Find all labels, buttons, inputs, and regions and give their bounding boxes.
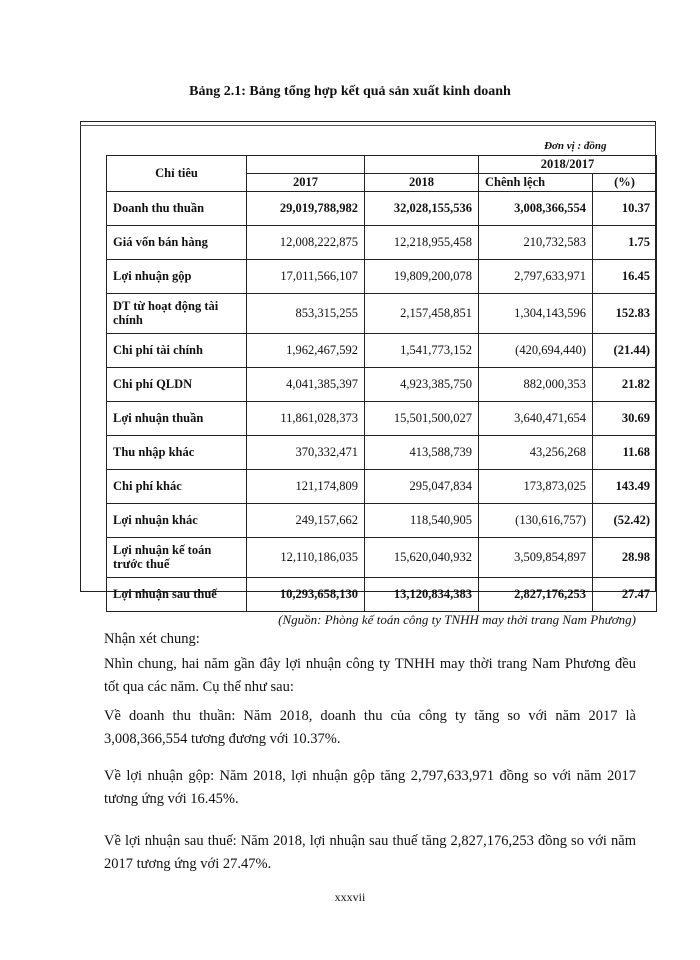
unit-row: [107, 137, 657, 155]
value-difference: 173,873,025: [479, 469, 593, 503]
value-difference: 3,640,471,654: [479, 401, 593, 435]
value-percent: 152.83: [593, 293, 657, 333]
value-percent: 30.69: [593, 401, 657, 435]
value-2018: 1,541,773,152: [365, 333, 479, 367]
value-difference: 210,732,583: [479, 225, 593, 259]
value-percent: 16.45: [593, 259, 657, 293]
value-difference: 43,256,268: [479, 435, 593, 469]
row-label: Chi phí khác: [107, 469, 247, 503]
value-2018: 19,809,200,078: [365, 259, 479, 293]
paragraph-net-profit: Về lợi nhuận sau thuế: Năm 2018, lợi nhuận sau thuế tăng 2,827,176,253 đồng so với năm 2017 tương ứng với 27.47%.: [104, 833, 636, 872]
value-2017: 29,019,788,982: [247, 191, 365, 225]
frame-divider: [80, 125, 656, 126]
value-percent: 11.68: [593, 435, 657, 469]
value-percent: (21.44): [593, 333, 657, 367]
value-difference: (130,616,757): [479, 503, 593, 537]
value-2017: 249,157,662: [247, 503, 365, 537]
table-row: [107, 577, 657, 611]
value-percent: (52.42): [593, 503, 657, 537]
value-2017: 10,293,658,130: [247, 577, 365, 611]
value-percent: 1.75: [593, 225, 657, 259]
row-label: DT từ hoạt động tài chính: [107, 293, 247, 333]
value-2017: 1,962,467,592: [247, 333, 365, 367]
value-percent: 10.37: [593, 191, 657, 225]
header-difference: Chênh lệch: [479, 173, 593, 191]
value-2017: 370,332,471: [247, 435, 365, 469]
value-difference: 2,797,633,971: [479, 259, 593, 293]
header-year-2018: 2018: [365, 173, 479, 191]
value-2017: 853,315,255: [247, 293, 365, 333]
value-difference: 3,008,366,554: [479, 191, 593, 225]
header-blank-2017: [247, 155, 365, 173]
header-year-2017: 2017: [247, 173, 365, 191]
page-number: xxxvii: [334, 890, 366, 904]
value-2017: 11,861,028,373: [247, 401, 365, 435]
header-indicator: Chỉ tiêu: [107, 155, 247, 191]
paragraph-overview: Nhìn chung, hai năm gần đây lợi nhuận công ty TNHH may thời trang Nam Phương đều tốt qua các năm. Cụ thể như sau:: [104, 656, 636, 695]
unit-label: Đơn vị : đồng: [107, 137, 657, 155]
header-percent: (%): [593, 173, 657, 191]
value-2018: 118,540,905: [365, 503, 479, 537]
paragraph-net-revenue: Về doanh thu thuần: Năm 2018, doanh thu của công ty tăng so với năm 2017 là 3,008,366,554 tương đương với 10.37%.: [104, 708, 636, 747]
value-2018: 2,157,458,851: [365, 293, 479, 333]
comment-heading: Nhận xét chung:: [104, 631, 200, 647]
value-2018: 295,047,834: [365, 469, 479, 503]
value-difference: 2,827,176,253: [479, 577, 593, 611]
row-label: Lợi nhuận gộp: [107, 259, 247, 293]
value-percent: 143.49: [593, 469, 657, 503]
row-label: Thu nhập khác: [107, 435, 247, 469]
value-2017: 12,008,222,875: [247, 225, 365, 259]
table-row: [107, 503, 657, 537]
table-row: [107, 333, 657, 367]
header-blank-2018: [365, 155, 479, 173]
row-label: Chi phí tài chính: [107, 333, 247, 367]
value-difference: (420,694,440): [479, 333, 593, 367]
value-percent: 21.82: [593, 367, 657, 401]
value-2017: 121,174,809: [247, 469, 365, 503]
row-label: Doanh thu thuần: [107, 191, 247, 225]
table-row: [107, 293, 657, 333]
row-label: Chi phí QLDN: [107, 367, 247, 401]
row-label: Lợi nhuận kế toán trước thuế: [107, 537, 247, 577]
header-group-2018-2017: 2018/2017: [479, 155, 657, 173]
value-2018: 413,588,739: [365, 435, 479, 469]
value-percent: 27.47: [593, 577, 657, 611]
row-label: Giá vốn bán hàng: [107, 225, 247, 259]
value-percent: 28.98: [593, 537, 657, 577]
value-difference: 1,304,143,596: [479, 293, 593, 333]
row-label: Lợi nhuận khác: [107, 503, 247, 537]
value-2018: 32,028,155,536: [365, 191, 479, 225]
value-2018: 15,620,040,932: [365, 537, 479, 577]
row-label: Lợi nhuận thuần: [107, 401, 247, 435]
table-row: [107, 259, 657, 293]
table-row: [107, 225, 657, 259]
table-row: [107, 469, 657, 503]
value-difference: 882,000,353: [479, 367, 593, 401]
header-row-1: [107, 155, 657, 173]
financial-results-table: [106, 137, 657, 612]
source-note: (Nguồn: Phòng kế toán công ty TNHH may thời trang Nam Phương): [278, 612, 636, 627]
table-row: [107, 537, 657, 577]
value-2018: 4,923,385,750: [365, 367, 479, 401]
value-2018: 12,218,955,458: [365, 225, 479, 259]
row-label: Lợi nhuận sau thuế: [107, 577, 247, 611]
table-title: Bảng 2.1: Bảng tổng hợp kết quả sản xuất kinh doanh: [189, 84, 511, 99]
paragraph-gross-profit: Về lợi nhuận gộp: Năm 2018, lợi nhuận gộp tăng 2,797,633,971 đồng so với năm 2017 tương ứng với 16.45%.: [104, 768, 636, 807]
value-2017: 17,011,566,107: [247, 259, 365, 293]
table-row: [107, 367, 657, 401]
table-row: [107, 191, 657, 225]
value-difference: 3,509,854,897: [479, 537, 593, 577]
value-2018: 13,120,834,383: [365, 577, 479, 611]
value-2017: 4,041,385,397: [247, 367, 365, 401]
table-row: [107, 401, 657, 435]
value-2017: 12,110,186,035: [247, 537, 365, 577]
table-row: [107, 435, 657, 469]
value-2018: 15,501,500,027: [365, 401, 479, 435]
